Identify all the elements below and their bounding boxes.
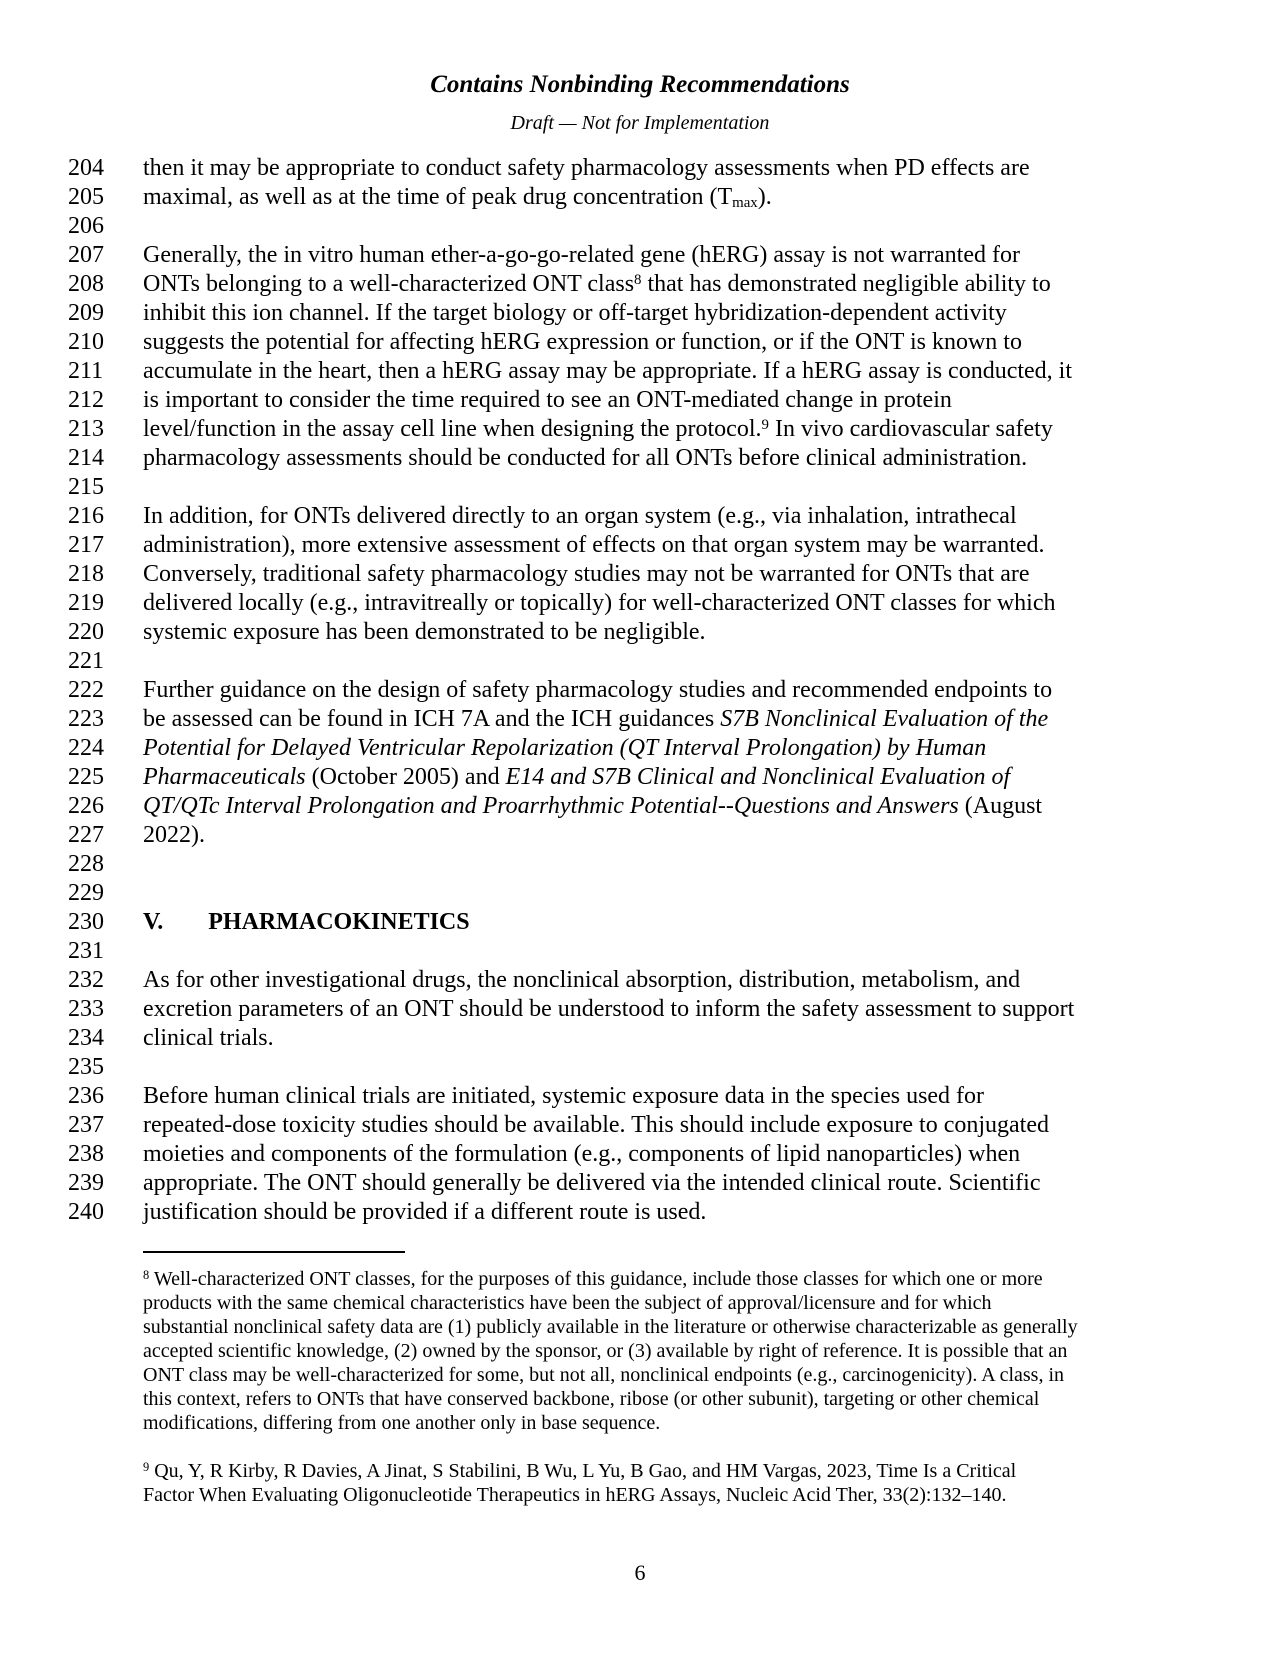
line-text: be assessed can be found in ICH 7A and the ICH guidances S7B Nonclinical Evaluation of the bbox=[143, 706, 1049, 732]
line-text: 2022). bbox=[143, 822, 205, 848]
draft-status-line: Draft — Not for Implementation bbox=[510, 112, 770, 134]
document-line bbox=[0, 1169, 1280, 1198]
footnote-line: substantial nonclinical safety data are (1) publicly available in the literature or otherwise characterizable as generally bbox=[143, 1316, 1078, 1338]
line-text: Potential for Delayed Ventricular Repolarization (QT Interval Prolongation) by Human bbox=[143, 735, 987, 761]
footnote-8 bbox=[143, 1267, 1280, 1435]
line-number: 222 bbox=[68, 677, 104, 703]
footnote-line: $^9$ Qu, Y, R Kirby, R Davies, A Jinat, S Stabilini, B Wu, L Yu, B Gao, and HM Vargas, 2023, Time Is a Critical bbox=[143, 1460, 1017, 1482]
line-text: maximal, as well as at the time of peak drug concentration (Tmax). bbox=[143, 184, 772, 212]
line-text: V. PHARMACOKINETICS bbox=[143, 909, 470, 935]
document-line bbox=[0, 560, 1280, 589]
document-line bbox=[0, 792, 1280, 821]
header-notice: Contains Nonbinding Recommendations bbox=[430, 71, 850, 98]
line-text: delivered locally (e.g., intravitreally or topically) for well-characterized ONT classes for which bbox=[143, 590, 1056, 616]
line-number: 223 bbox=[68, 706, 104, 732]
document-line bbox=[0, 154, 1280, 183]
footnote-marker: 8 bbox=[143, 1268, 150, 1283]
line-number: 211 bbox=[68, 358, 104, 384]
line-text: Generally, the in vitro human ether-a-go-go-related gene (hERG) assay is not warranted for bbox=[143, 242, 1020, 268]
footnote-9 bbox=[143, 1459, 1280, 1507]
document-line bbox=[0, 1053, 1280, 1082]
document-line bbox=[0, 212, 1280, 241]
line-text: QT/QTc Interval Prolongation and Proarrhythmic Potential--Questions and Answers (August bbox=[143, 793, 1043, 819]
line-text: level/function in the assay cell line when designing the protocol.$^9$ In vivo cardiovascular safety bbox=[143, 416, 1053, 442]
line-text: inhibit this ion channel. If the target biology or off-target hybridization-dependent activity bbox=[143, 300, 1007, 326]
document-line bbox=[0, 357, 1280, 386]
footnote-line: ONT class may be well-characterized for some, but not all, nonclinical endpoints (e.g., carcinogenicity). A class, in bbox=[143, 1364, 1065, 1386]
page-number: 6 bbox=[634, 1560, 646, 1585]
document-line bbox=[0, 734, 1280, 763]
line-number: 210 bbox=[68, 329, 104, 355]
line-number: 218 bbox=[68, 561, 104, 587]
document-line bbox=[0, 1024, 1280, 1053]
footnote-line: products with the same chemical characteristics have been the subject of approval/licensure and for which bbox=[143, 1292, 992, 1314]
footnote-marker: 9 bbox=[143, 1460, 150, 1475]
line-number: 206 bbox=[68, 213, 104, 239]
line-number: 231 bbox=[68, 938, 104, 964]
document-line bbox=[0, 908, 1280, 937]
line-number: 209 bbox=[68, 300, 104, 326]
line-text: justification should be provided if a different route is used. bbox=[143, 1199, 707, 1225]
line-number: 220 bbox=[68, 619, 104, 645]
document-line bbox=[0, 241, 1280, 270]
line-number: 232 bbox=[68, 967, 104, 993]
document-line bbox=[0, 937, 1280, 966]
document-line bbox=[0, 299, 1280, 328]
document-line bbox=[0, 502, 1280, 531]
line-text: systemic exposure has been demonstrated to be negligible. bbox=[143, 619, 706, 645]
line-number: 224 bbox=[68, 735, 104, 761]
line-text: As for other investigational drugs, the nonclinical absorption, distribution, metabolism, and bbox=[143, 967, 1021, 993]
line-text: Further guidance on the design of safety pharmacology studies and recommended endpoints to bbox=[143, 677, 1053, 703]
line-number: 237 bbox=[68, 1112, 104, 1138]
line-text: is important to consider the time required to see an ONT-mediated change in protein bbox=[143, 387, 952, 413]
line-text: moieties and components of the formulation (e.g., components of lipid nanoparticles) when bbox=[143, 1141, 1021, 1167]
line-number: 236 bbox=[68, 1083, 104, 1109]
line-number: 212 bbox=[68, 387, 104, 413]
line-text: suggests the potential for affecting hERG expression or function, or if the ONT is known to bbox=[143, 329, 1022, 355]
footnote-line: accepted scientific knowledge, (2) owned by the sponsor, or (3) available by right of reference. It is possible that an bbox=[143, 1340, 1068, 1362]
line-number: 235 bbox=[68, 1054, 104, 1080]
line-text: administration), more extensive assessment of effects on that organ system may be warranted. bbox=[143, 532, 1045, 558]
line-text: Before human clinical trials are initiated, systemic exposure data in the species used for bbox=[143, 1083, 985, 1109]
document-line bbox=[0, 879, 1280, 908]
footnote-line: this context, refers to ONTs that have conserved backbone, ribose (or other subunit), targeting or other chemical bbox=[143, 1388, 1040, 1410]
line-number: 208 bbox=[68, 271, 104, 297]
line-number: 205 bbox=[68, 184, 104, 210]
document-line bbox=[0, 995, 1280, 1024]
line-text: repeated-dose toxicity studies should be available. This should include exposure to conjugated bbox=[143, 1112, 1049, 1138]
footnote-line: Factor When Evaluating Oligonucleotide Therapeutics in hERG Assays, Nucleic Acid Ther, 33(2):132–140. bbox=[143, 1484, 1007, 1506]
line-text: pharmacology assessments should be conducted for all ONTs before clinical administration. bbox=[143, 445, 1028, 471]
line-number: 228 bbox=[68, 851, 104, 877]
document-line bbox=[0, 444, 1280, 473]
line-text: appropriate. The ONT should generally be delivered via the intended clinical route. Scientific bbox=[143, 1170, 1041, 1196]
line-number: 230 bbox=[68, 909, 104, 935]
footnotes bbox=[143, 1267, 1280, 1507]
document-line bbox=[0, 183, 1280, 212]
line-number: 225 bbox=[68, 764, 104, 790]
document-line bbox=[0, 705, 1280, 734]
document-line bbox=[0, 1198, 1280, 1227]
line-number: 213 bbox=[68, 416, 104, 442]
document-line bbox=[0, 531, 1280, 560]
document-line bbox=[0, 966, 1280, 995]
line-number: 216 bbox=[68, 503, 104, 529]
line-text: accumulate in the heart, then a hERG assay may be appropriate. If a hERG assay is conducted, it bbox=[143, 358, 1073, 384]
line-number: 221 bbox=[68, 648, 104, 674]
document-line bbox=[0, 386, 1280, 415]
document-line bbox=[0, 473, 1280, 502]
line-number: 214 bbox=[68, 445, 104, 471]
line-text: clinical trials. bbox=[143, 1025, 274, 1051]
footnote-line: $^8$ Well-characterized ONT classes, for the purposes of this guidance, include those classes for which one or more bbox=[143, 1268, 1043, 1290]
document-line bbox=[0, 1082, 1280, 1111]
document-line bbox=[0, 415, 1280, 444]
line-text: ONTs belonging to a well-characterized ONT class$^8$ that has demonstrated negligible ability to bbox=[143, 271, 1051, 297]
document-line bbox=[0, 821, 1280, 850]
line-number: 219 bbox=[68, 590, 104, 616]
line-number: 215 bbox=[68, 474, 104, 500]
line-number: 207 bbox=[68, 242, 104, 268]
document-line bbox=[0, 676, 1280, 705]
document-line bbox=[0, 850, 1280, 879]
document-line bbox=[0, 1111, 1280, 1140]
line-number: 233 bbox=[68, 996, 104, 1022]
line-text: In addition, for ONTs delivered directly to an organ system (e.g., via inhalation, intrathecal bbox=[143, 503, 1017, 529]
document-line bbox=[0, 270, 1280, 299]
document-line bbox=[0, 763, 1280, 792]
footnote-separator bbox=[143, 1251, 405, 1253]
line-number: 239 bbox=[68, 1170, 104, 1196]
line-text: Conversely, traditional safety pharmacology studies may not be warranted for ONTs that are bbox=[143, 561, 1030, 587]
document-line bbox=[0, 589, 1280, 618]
line-number: 240 bbox=[68, 1199, 104, 1225]
line-number: 227 bbox=[68, 822, 104, 848]
line-number: 229 bbox=[68, 880, 104, 906]
document-line bbox=[0, 328, 1280, 357]
line-number: 238 bbox=[68, 1141, 104, 1167]
line-text: Pharmaceuticals (October 2005) and E14 and S7B Clinical and Nonclinical Evaluation of bbox=[143, 764, 1011, 790]
line-text: then it may be appropriate to conduct safety pharmacology assessments when PD effects are bbox=[143, 155, 1030, 181]
document-line bbox=[0, 1140, 1280, 1169]
document-body bbox=[0, 154, 1280, 1227]
line-number: 204 bbox=[68, 155, 104, 181]
document-line bbox=[0, 647, 1280, 676]
line-text: excretion parameters of an ONT should be understood to inform the safety assessment to support bbox=[143, 996, 1075, 1022]
line-number: 217 bbox=[68, 532, 104, 558]
line-number: 234 bbox=[68, 1025, 104, 1051]
line-number: 226 bbox=[68, 793, 104, 819]
footnote-line: modifications, differing from one another only in base sequence. bbox=[143, 1412, 661, 1434]
document-line bbox=[0, 618, 1280, 647]
